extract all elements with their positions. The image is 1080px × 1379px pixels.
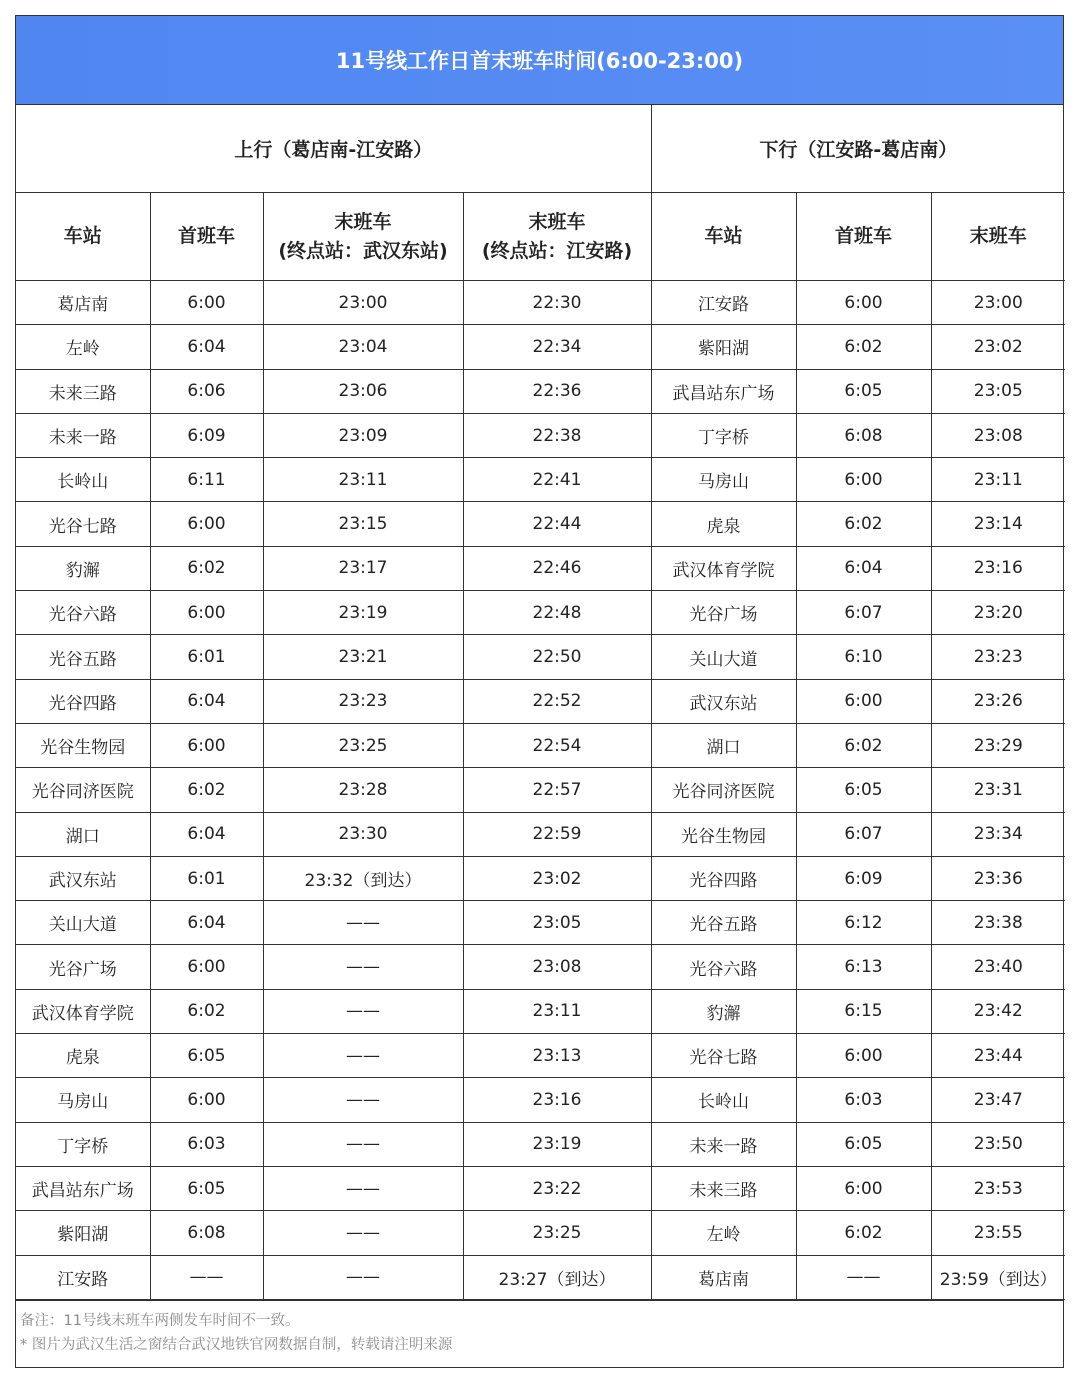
table-row (16, 502, 1065, 546)
table-row (16, 812, 1065, 856)
cell-up-first: 6:00 (150, 281, 263, 325)
cell-down-first: —— (796, 1255, 931, 1299)
cell-up-first: 6:01 (150, 635, 263, 679)
cell-up-last-wuhan-east: —— (263, 989, 463, 1033)
cell-up-station: 紫阳湖 (16, 1211, 150, 1255)
cell-up-first: 6:00 (150, 945, 263, 989)
cell-down-station: 光谷生物园 (651, 812, 796, 856)
notes (16, 1300, 1063, 1367)
cell-down-last: 23:05 (931, 369, 1065, 413)
cell-down-last: 23:47 (931, 1078, 1065, 1122)
col-up-last-a-line1: 末班车 (334, 210, 392, 233)
table-row (16, 1211, 1065, 1255)
cell-up-first: 6:00 (150, 723, 263, 767)
direction-down-header: 下行（江安路-葛店南） (651, 105, 1065, 193)
cell-down-last: 23:55 (931, 1211, 1065, 1255)
table-row (16, 989, 1065, 1033)
cell-down-last: 23:59（到达） (931, 1255, 1065, 1299)
cell-down-last: 23:20 (931, 591, 1065, 635)
cell-up-first: 6:00 (150, 591, 263, 635)
note-remark: 备注：11号线末班车两侧发车时间不一致。 (20, 1312, 300, 1329)
cell-down-station: 紫阳湖 (651, 325, 796, 369)
cell-down-first: 6:05 (796, 369, 931, 413)
cell-up-first: 6:02 (150, 989, 263, 1033)
table-row (16, 679, 1065, 723)
cell-up-last-wuhan-east: 23:11 (263, 458, 463, 502)
col-up-last-wuhan-east (263, 193, 463, 281)
cell-up-station: 丁字桥 (16, 1122, 150, 1166)
cell-down-station: 湖口 (651, 723, 796, 767)
cell-up-station: 江安路 (16, 1255, 150, 1299)
cell-down-station: 光谷广场 (651, 591, 796, 635)
cell-down-last: 23:36 (931, 856, 1065, 900)
cell-down-station: 豹澥 (651, 989, 796, 1033)
cell-down-station: 马房山 (651, 458, 796, 502)
cell-up-first: 6:04 (150, 679, 263, 723)
cell-up-first: 6:01 (150, 856, 263, 900)
cell-up-last-wuhan-east: 23:30 (263, 812, 463, 856)
table-row (16, 325, 1065, 369)
table-row (16, 723, 1065, 767)
cell-down-last: 23:16 (931, 546, 1065, 590)
cell-down-first: 6:12 (796, 901, 931, 945)
cell-up-first: 6:09 (150, 413, 263, 457)
cell-up-last-wuhan-east: 23:32（到达） (263, 856, 463, 900)
cell-down-first: 6:02 (796, 723, 931, 767)
table-row (16, 281, 1065, 325)
cell-down-last: 23:38 (931, 901, 1065, 945)
cell-up-last-jiangan: 23:16 (463, 1078, 651, 1122)
cell-up-station: 葛店南 (16, 281, 150, 325)
cell-down-last: 23:02 (931, 325, 1065, 369)
cell-down-last: 23:42 (931, 989, 1065, 1033)
cell-down-last: 23:53 (931, 1166, 1065, 1210)
cell-down-station: 虎泉 (651, 502, 796, 546)
cell-up-station: 光谷广场 (16, 945, 150, 989)
cell-up-last-wuhan-east: 23:09 (263, 413, 463, 457)
col-up-last-b-line2: (终点站：江安路) (481, 239, 633, 262)
cell-up-last-wuhan-east: —— (263, 1166, 463, 1210)
cell-down-first: 6:02 (796, 502, 931, 546)
cell-down-station: 武汉东站 (651, 679, 796, 723)
table-row (16, 1034, 1065, 1078)
cell-up-station: 光谷四路 (16, 679, 150, 723)
cell-down-first: 6:10 (796, 635, 931, 679)
cell-up-first: 6:02 (150, 546, 263, 590)
table-row (16, 635, 1065, 679)
col-down-station: 车站 (651, 193, 796, 281)
cell-down-last: 23:40 (931, 945, 1065, 989)
timetable-card (15, 15, 1064, 1368)
cell-down-first: 6:09 (796, 856, 931, 900)
cell-up-station: 武汉体育学院 (16, 989, 150, 1033)
cell-up-last-jiangan: 22:57 (463, 768, 651, 812)
cell-up-station: 湖口 (16, 812, 150, 856)
cell-down-last: 23:08 (931, 413, 1065, 457)
cell-down-first: 6:13 (796, 945, 931, 989)
note-source: * 图片为武汉生活之窗结合武汉地铁官网数据自制，转载请注明来源 (20, 1336, 453, 1353)
cell-up-last-jiangan: 22:48 (463, 591, 651, 635)
cell-down-last: 23:23 (931, 635, 1065, 679)
cell-up-last-jiangan: 23:05 (463, 901, 651, 945)
cell-down-station: 光谷四路 (651, 856, 796, 900)
cell-down-last: 23:00 (931, 281, 1065, 325)
cell-down-station: 江安路 (651, 281, 796, 325)
cell-up-station: 左岭 (16, 325, 150, 369)
cell-down-last: 23:44 (931, 1034, 1065, 1078)
cell-down-first: 6:03 (796, 1078, 931, 1122)
cell-up-last-jiangan: 23:27（到达） (463, 1255, 651, 1299)
cell-up-station: 关山大道 (16, 901, 150, 945)
cell-up-last-jiangan: 22:36 (463, 369, 651, 413)
cell-up-last-jiangan: 22:34 (463, 325, 651, 369)
cell-down-station: 光谷六路 (651, 945, 796, 989)
cell-up-last-jiangan: 23:11 (463, 989, 651, 1033)
cell-down-first: 6:02 (796, 325, 931, 369)
cell-down-last: 23:31 (931, 768, 1065, 812)
cell-up-station: 未来三路 (16, 369, 150, 413)
cell-up-first: 6:04 (150, 812, 263, 856)
col-up-last-jiangan (463, 193, 651, 281)
cell-up-first: 6:05 (150, 1166, 263, 1210)
cell-up-last-jiangan: 23:08 (463, 945, 651, 989)
cell-up-station: 武汉东站 (16, 856, 150, 900)
table-row (16, 856, 1065, 900)
cell-up-last-wuhan-east: 23:17 (263, 546, 463, 590)
cell-up-last-wuhan-east: 23:15 (263, 502, 463, 546)
cell-down-last: 23:34 (931, 812, 1065, 856)
cell-up-station: 虎泉 (16, 1034, 150, 1078)
cell-up-last-wuhan-east: 23:25 (263, 723, 463, 767)
cell-up-last-jiangan: 23:22 (463, 1166, 651, 1210)
cell-down-first: 6:05 (796, 1122, 931, 1166)
cell-down-last: 23:29 (931, 723, 1065, 767)
cell-down-first: 6:07 (796, 591, 931, 635)
table-row (16, 369, 1065, 413)
col-up-last-a-line2: (终点站：武汉东站) (278, 239, 448, 262)
cell-down-station: 武汉体育学院 (651, 546, 796, 590)
cell-up-last-jiangan: 22:46 (463, 546, 651, 590)
cell-up-last-wuhan-east: 23:23 (263, 679, 463, 723)
cell-up-first: 6:02 (150, 768, 263, 812)
cell-up-last-wuhan-east: —— (263, 1211, 463, 1255)
cell-down-last: 23:26 (931, 679, 1065, 723)
cell-down-first: 6:04 (796, 546, 931, 590)
cell-down-first: 6:00 (796, 679, 931, 723)
cell-up-first: 6:00 (150, 502, 263, 546)
cell-up-station: 马房山 (16, 1078, 150, 1122)
cell-up-last-wuhan-east: —— (263, 1122, 463, 1166)
cell-up-station: 武昌站东广场 (16, 1166, 150, 1210)
col-down-last: 末班车 (931, 193, 1065, 281)
cell-up-last-wuhan-east: —— (263, 901, 463, 945)
cell-down-station: 关山大道 (651, 635, 796, 679)
col-up-first: 首班车 (150, 193, 263, 281)
table-row (16, 768, 1065, 812)
cell-up-last-jiangan: 22:41 (463, 458, 651, 502)
cell-down-last: 23:11 (931, 458, 1065, 502)
cell-down-station: 葛店南 (651, 1255, 796, 1299)
cell-down-first: 6:05 (796, 768, 931, 812)
cell-up-last-jiangan: 22:54 (463, 723, 651, 767)
cell-up-last-jiangan: 23:25 (463, 1211, 651, 1255)
cell-down-station: 光谷七路 (651, 1034, 796, 1078)
cell-up-station: 光谷七路 (16, 502, 150, 546)
cell-up-first: 6:05 (150, 1034, 263, 1078)
cell-up-last-jiangan: 22:30 (463, 281, 651, 325)
cell-down-last: 23:14 (931, 502, 1065, 546)
cell-up-station: 光谷同济医院 (16, 768, 150, 812)
cell-down-first: 6:02 (796, 1211, 931, 1255)
cell-up-station: 未来一路 (16, 413, 150, 457)
cell-up-first: —— (150, 1255, 263, 1299)
cell-down-first: 6:00 (796, 1034, 931, 1078)
table-row (16, 1122, 1065, 1166)
table-row (16, 1255, 1065, 1299)
col-up-station: 车站 (16, 193, 150, 281)
cell-up-station: 光谷生物园 (16, 723, 150, 767)
cell-up-last-jiangan: 22:59 (463, 812, 651, 856)
cell-up-last-jiangan: 22:38 (463, 413, 651, 457)
cell-down-station: 左岭 (651, 1211, 796, 1255)
cell-down-first: 6:00 (796, 1166, 931, 1210)
cell-up-first: 6:06 (150, 369, 263, 413)
cell-up-first: 6:04 (150, 325, 263, 369)
cell-up-last-wuhan-east: 23:04 (263, 325, 463, 369)
cell-up-first: 6:03 (150, 1122, 263, 1166)
table-row (16, 945, 1065, 989)
cell-up-last-jiangan: 23:19 (463, 1122, 651, 1166)
table-row (16, 591, 1065, 635)
cell-up-last-jiangan: 22:44 (463, 502, 651, 546)
cell-down-station: 丁字桥 (651, 413, 796, 457)
cell-down-station: 未来三路 (651, 1166, 796, 1210)
cell-up-station: 光谷六路 (16, 591, 150, 635)
direction-up-header: 上行（葛店南-江安路） (16, 105, 651, 193)
col-down-first: 首班车 (796, 193, 931, 281)
cell-up-last-wuhan-east: 23:21 (263, 635, 463, 679)
cell-down-first: 6:07 (796, 812, 931, 856)
table-row (16, 546, 1065, 590)
cell-up-first: 6:00 (150, 1078, 263, 1122)
cell-down-station: 光谷同济医院 (651, 768, 796, 812)
cell-up-last-wuhan-east: 23:00 (263, 281, 463, 325)
cell-down-first: 6:00 (796, 458, 931, 502)
cell-down-station: 长岭山 (651, 1078, 796, 1122)
cell-up-last-wuhan-east: —— (263, 1078, 463, 1122)
table-row (16, 1078, 1065, 1122)
cell-down-station: 光谷五路 (651, 901, 796, 945)
cell-up-last-wuhan-east: 23:19 (263, 591, 463, 635)
cell-up-last-wuhan-east: —— (263, 1034, 463, 1078)
table-row (16, 1166, 1065, 1210)
cell-up-station: 长岭山 (16, 458, 150, 502)
col-up-last-b-line1: 末班车 (528, 210, 586, 233)
table-row (16, 413, 1065, 457)
cell-up-station: 光谷五路 (16, 635, 150, 679)
cell-up-first: 6:04 (150, 901, 263, 945)
cell-down-last: 23:50 (931, 1122, 1065, 1166)
cell-up-last-wuhan-east: 23:28 (263, 768, 463, 812)
cell-up-last-wuhan-east: 23:06 (263, 369, 463, 413)
cell-up-last-wuhan-east: —— (263, 945, 463, 989)
cell-up-last-wuhan-east: —— (263, 1255, 463, 1299)
cell-up-last-jiangan: 23:02 (463, 856, 651, 900)
cell-down-first: 6:15 (796, 989, 931, 1033)
cell-down-station: 武昌站东广场 (651, 369, 796, 413)
cell-up-last-jiangan: 23:13 (463, 1034, 651, 1078)
cell-down-station: 未来一路 (651, 1122, 796, 1166)
cell-up-last-jiangan: 22:52 (463, 679, 651, 723)
cell-up-first: 6:08 (150, 1211, 263, 1255)
page-title: 11号线工作日首末班车时间(6:00-23:00) (16, 16, 1063, 105)
timetable (16, 105, 1065, 1300)
cell-up-last-jiangan: 22:50 (463, 635, 651, 679)
cell-up-first: 6:11 (150, 458, 263, 502)
cell-down-first: 6:08 (796, 413, 931, 457)
timetable-body (16, 281, 1065, 1300)
cell-up-station: 豹澥 (16, 546, 150, 590)
table-row (16, 901, 1065, 945)
table-row (16, 458, 1065, 502)
cell-down-first: 6:00 (796, 281, 931, 325)
